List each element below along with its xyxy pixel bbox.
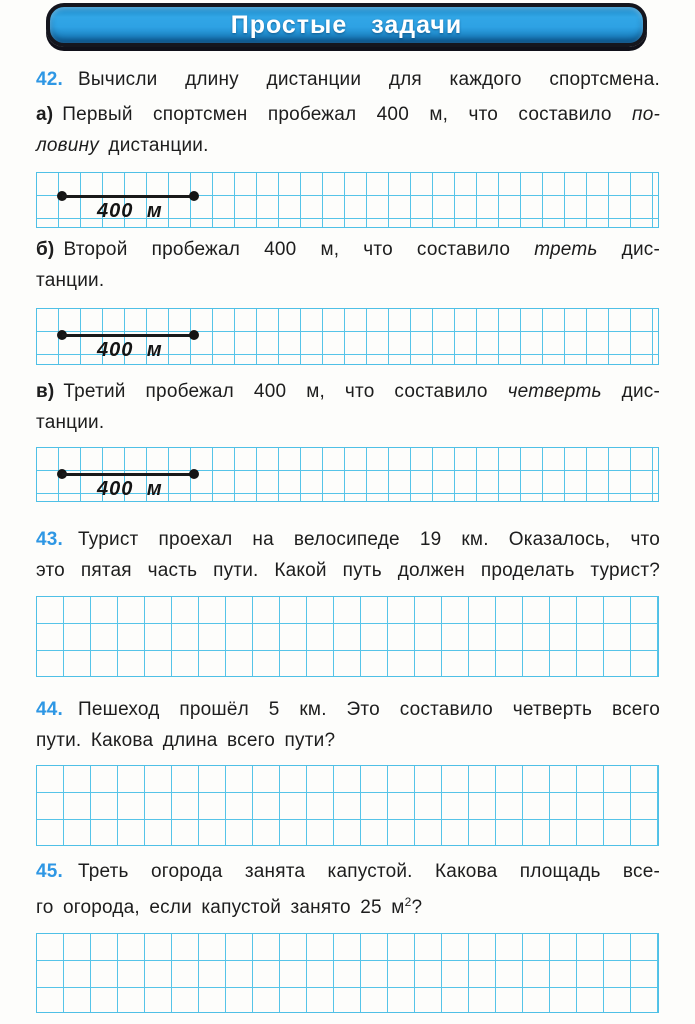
text-segment: а) — [36, 104, 54, 125]
task-42b-text — [36, 234, 660, 296]
segment-endpoint-dot — [189, 191, 199, 201]
text-segment: ловину — [36, 135, 99, 156]
segment-endpoint-dot — [189, 469, 199, 479]
task-42a-grid[interactable] — [36, 172, 659, 228]
text-segment: танции. — [36, 270, 105, 291]
text-line — [36, 376, 660, 407]
text-segment: дис- — [601, 381, 660, 402]
task-42v-text — [36, 376, 660, 438]
text-segment: Первый спортсмен пробежал 400 м, что составило — [62, 104, 633, 125]
task-42a-text — [36, 99, 660, 161]
text-segment: б) — [36, 239, 55, 260]
text-segment: по- — [632, 104, 660, 125]
task-45-text — [36, 856, 660, 923]
text-line — [36, 887, 660, 923]
segment-label: 400 м — [97, 478, 163, 500]
text-segment: дистанции. — [98, 135, 209, 156]
measured-segment-a — [37, 173, 658, 227]
text-segment: Пешеход прошёл 5 км. Это составило четверть всего — [78, 699, 660, 720]
text-segment: Турист проехал на велосипеде 19 км. Оказалось, что — [78, 529, 660, 550]
task-45-answer-grid[interactable] — [36, 933, 659, 1013]
segment-line — [62, 334, 194, 337]
text-line — [36, 265, 660, 296]
text-segment: дис- — [597, 239, 660, 260]
segment-endpoint-dot — [189, 330, 199, 340]
segment-label: 400 м — [97, 200, 163, 222]
text-segment: танции. — [36, 412, 105, 433]
task-number: 45. — [36, 861, 64, 882]
text-segment: 2 — [404, 895, 412, 909]
text-line — [36, 694, 660, 725]
task-42-heading — [36, 64, 660, 95]
text-line — [36, 555, 660, 586]
task-42b-grid[interactable] — [36, 308, 659, 365]
text-line — [36, 407, 660, 438]
text-line — [36, 234, 660, 265]
text-line — [36, 856, 660, 887]
text-segment: пути. Какова длина всего пути? — [36, 730, 336, 751]
text-line — [36, 64, 660, 95]
task-43-text — [36, 524, 660, 586]
text-line — [36, 130, 660, 161]
text-segment: треть — [534, 239, 598, 260]
text-segment: Второй пробежал 400 м, что составило — [63, 239, 535, 260]
text-line — [36, 725, 660, 756]
text-segment: четверть — [507, 381, 602, 402]
section-banner — [46, 3, 647, 47]
task-number: 42. — [36, 69, 64, 90]
text-segment: ? — [411, 897, 423, 918]
measured-segment-v — [37, 448, 658, 501]
text-segment: это пятая часть пути. Какой путь должен проделать турист? — [36, 560, 660, 581]
text-segment: Треть огорода занята капустой. Какова площадь все- — [78, 861, 660, 882]
measured-segment-b — [37, 309, 658, 364]
task-number: 44. — [36, 699, 64, 720]
section-title: Простые задачи — [230, 10, 463, 39]
task-number: 43. — [36, 529, 64, 550]
task-44-text — [36, 694, 660, 756]
text-line — [36, 99, 660, 130]
text-segment: Вычисли длину дистанции для каждого спортсмена. — [78, 69, 660, 90]
task-43-answer-grid[interactable] — [36, 596, 659, 677]
segment-label: 400 м — [97, 339, 163, 361]
text-segment: в) — [36, 381, 55, 402]
task-44-answer-grid[interactable] — [36, 765, 659, 846]
segment-line — [62, 195, 194, 198]
segment-line — [62, 473, 194, 476]
text-segment: го огорода, если капустой занято 25 м — [36, 897, 405, 918]
text-segment: Третий пробежал 400 м, что составило — [63, 381, 508, 402]
text-line — [36, 524, 660, 555]
task-42v-grid[interactable] — [36, 447, 659, 502]
